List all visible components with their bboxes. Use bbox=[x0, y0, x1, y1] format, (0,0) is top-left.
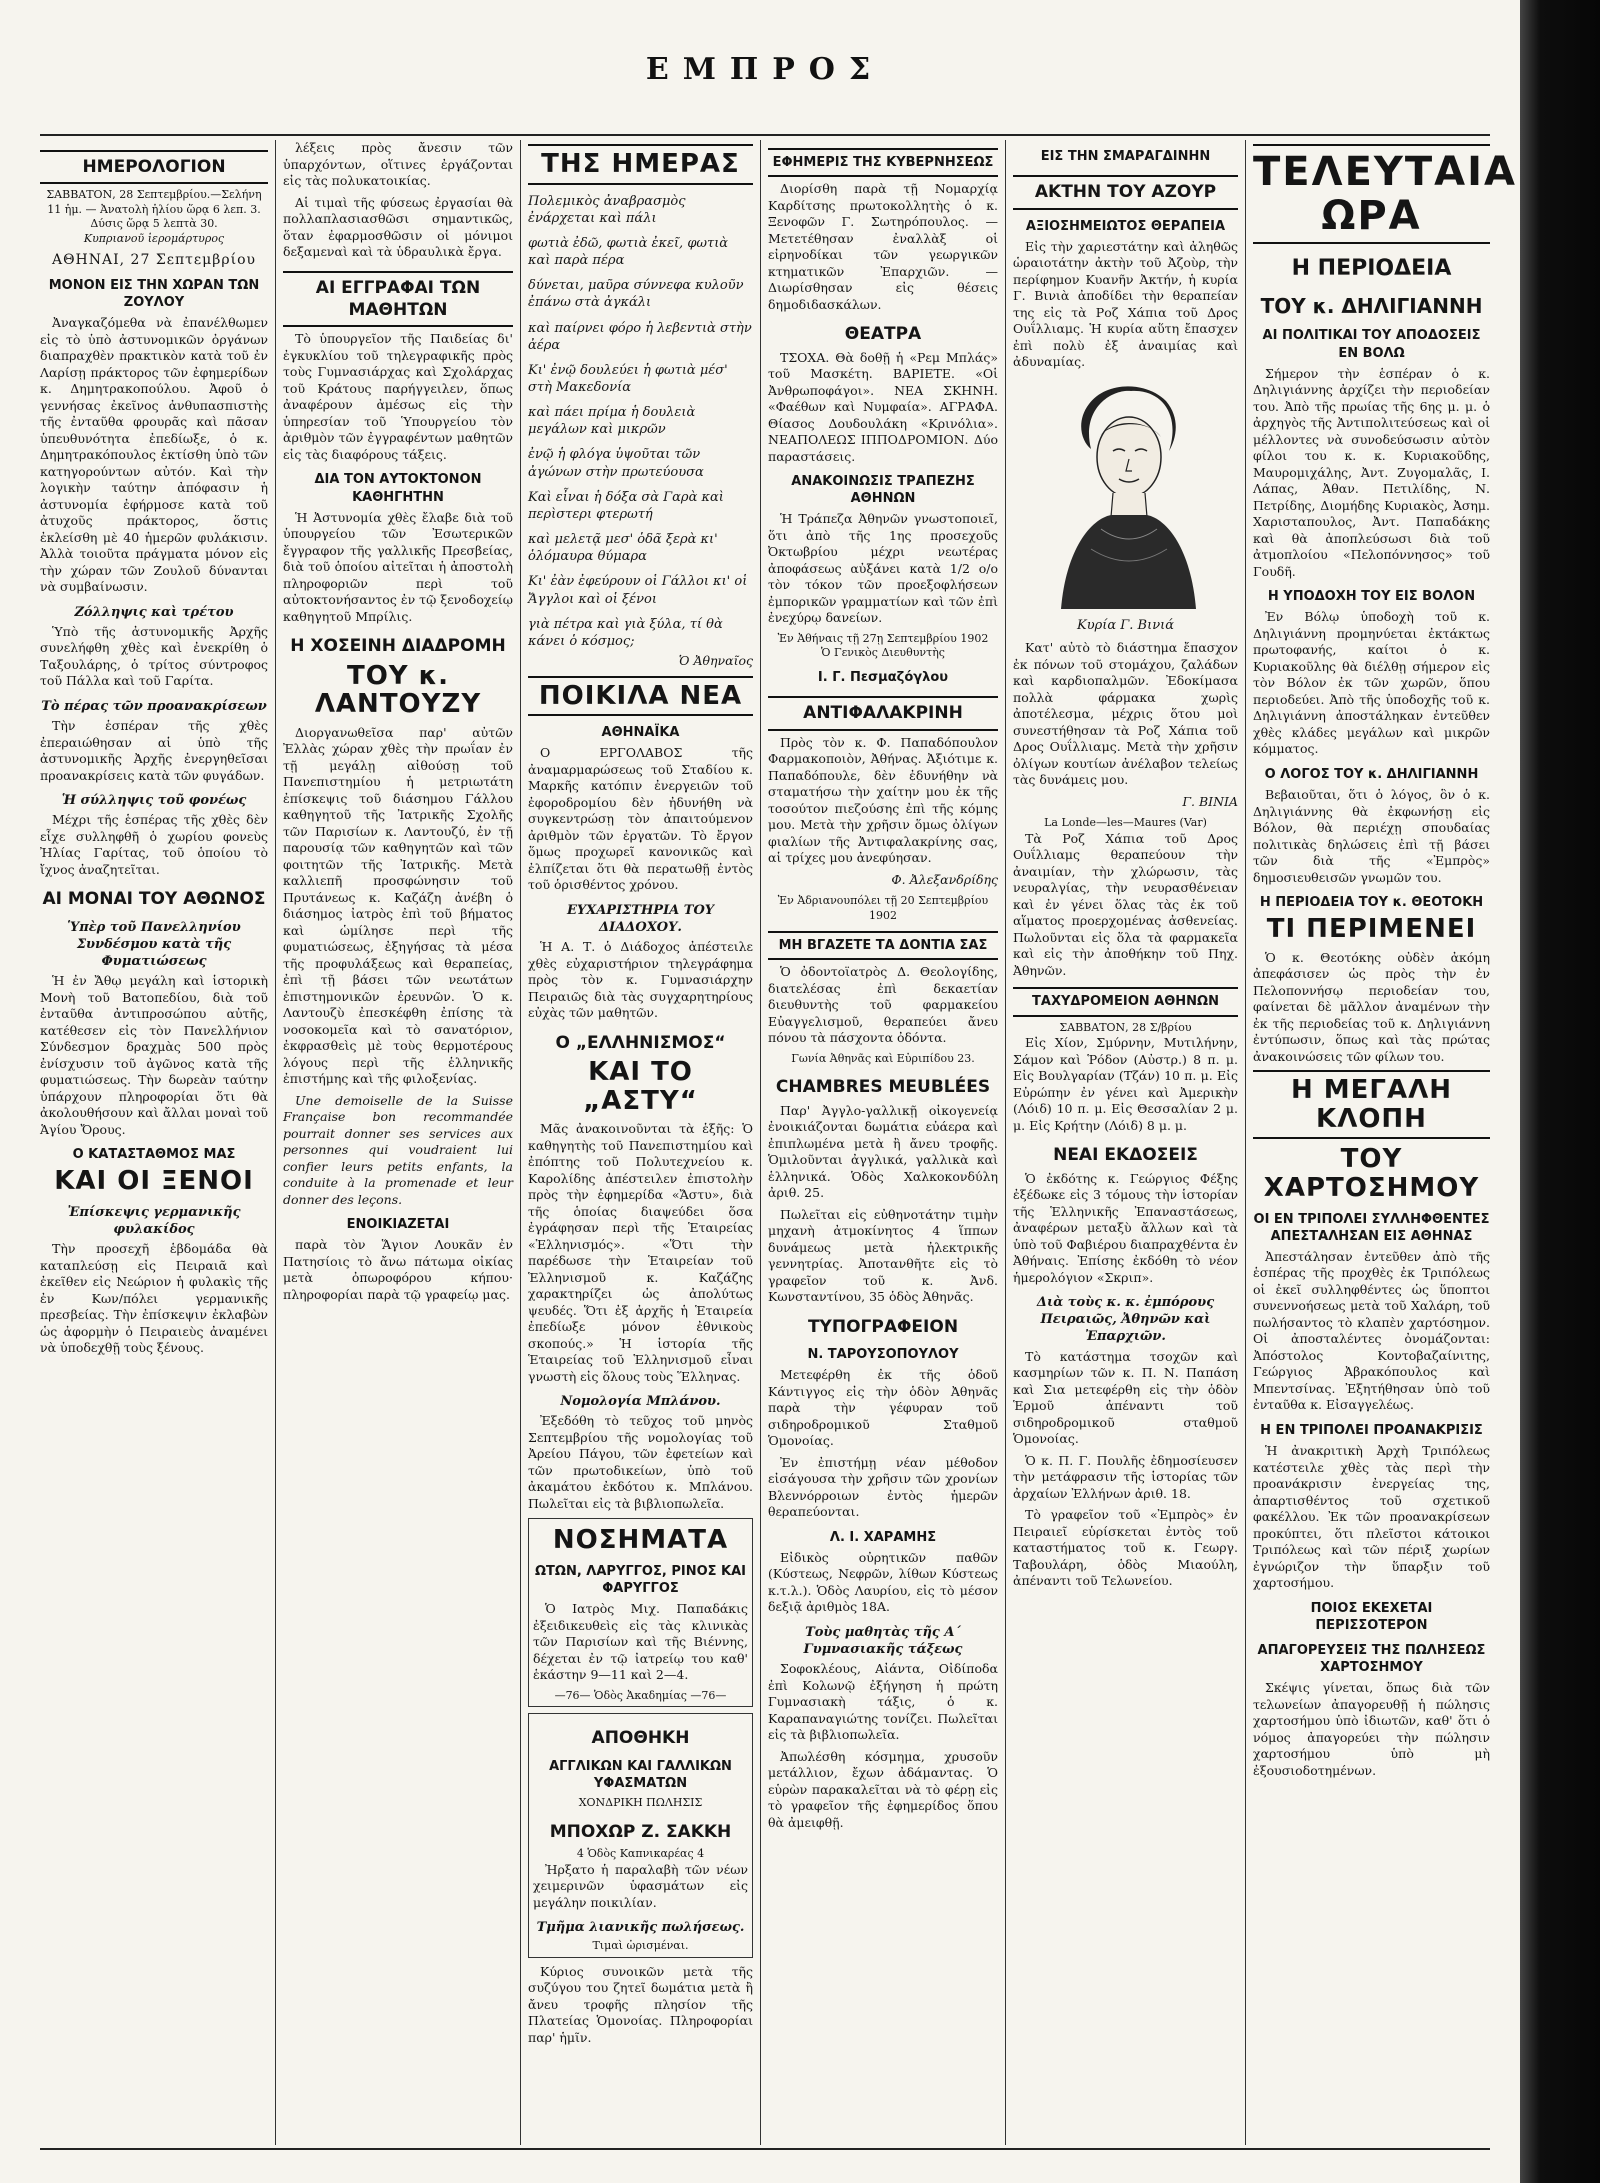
poem-line: δύνεται, μαῦρα σύννεφα κυλοῦν ἐπάνω στὰ ἀγκάλι bbox=[528, 278, 744, 311]
column-4 bbox=[768, 140, 998, 2145]
monai-subtitle: Ὑπὲρ τοῦ Πανελληνίου Συνδέσμου κατὰ τῆς Φυματιώσεως bbox=[67, 919, 241, 969]
perimenei-title: ΤΙ ΠΕΡΙΜΕΝΕΙ bbox=[1266, 914, 1477, 945]
dontia-title: ΜΗ ΒΓΑΖΕΤΕ ΤΑ ΔΟΝΤΙΑ ΣΑΣ bbox=[768, 931, 998, 960]
chartosimou-title: ΤΟΥ ΧΑΡΤΟΣΗΜΟΥ bbox=[1263, 1144, 1480, 1204]
trapeza-role: Ὁ Γενικὸς Διευθυντὴς bbox=[821, 646, 945, 660]
column-1 bbox=[40, 140, 268, 2145]
antifalakrini-title: ΑΝΤΙΦΑΛΑΚΡΙΝΗ bbox=[768, 696, 998, 730]
chambres-title: CHAMBRES MEUBLÉES bbox=[775, 1077, 991, 1098]
top-text: λέξεις πρὸς ἄνεσιν τῶν ὑπαρχόντων, οἵτινες ἐργάζονται εἰς τὰς πολυκατοικίας. bbox=[283, 140, 513, 188]
section-head: Ἡ σύλληψις τοῦ φονέως bbox=[61, 793, 247, 809]
trapeza-body: Ἡ Τράπεζα Ἀθηνῶν γνωστοποιεῖ, ὅτι ἀπὸ τῆς 1ης προσεχοῦς Ὀκτωβρίου μέχρι νεωτέρας ἀποφάσεως αὐξάνει κατὰ 1/2 ο/ο τὸν τόκον τῶν προεξοφλήσεων ἐμπορικῶν γραμματίων καὶ τῶν ἐπὶ ἐνεχύρῳ δανείων. bbox=[768, 511, 998, 626]
ekdoseis-title: ΝΕΑΙ ΕΚΔΟΣΕΙΣ bbox=[1053, 1145, 1198, 1166]
gymnasiou-body: Σοφοκλέους, Αἰάντα, Οἰδίποδα ἐπὶ Κολωνῷ ἐξήγηση ἡ πρώτη Γυμνασιακὴ τάξις, ὁ κ. Καραπαναγιώτης τονίζει. Πωλεῖται εἰς τὰ βιβλιοπωλεῖα. bbox=[768, 1661, 998, 1743]
apothiki-subtitle: ΑΓΓΛΙΚΩΝ ΚΑΙ ΓΑΛΛΙΚΩΝ ΥΦΑΣΜΑΤΩΝ bbox=[549, 1758, 732, 1791]
logos-body: Βεβαιοῦται, ὅτι ὁ λόγος, ὃν ὁ κ. Δηλιγιάννης θὰ ἐκφωνήσῃ εἰς Βόλον, θὰ περιέχῃ σπουδαίας πολιτικὰς δηλώσεις ἐπὶ τῇ βάσει τῶν διὰ τῆς «Ἐμπρὸς» δημοσιευθεισῶν γνωμῶν του. bbox=[1253, 787, 1490, 885]
portrait-image bbox=[1041, 379, 1211, 609]
nomologia-head: Νομολογία Μπλάνου. bbox=[560, 1394, 721, 1410]
poleitai-body: Πωλεῖται εἰς εὐθηνοτάτην τιμὴν μηχανὴ ἀτμοκίνητος 4 ἵππων δυνάμεως μετὰ ἠλεκτρικῆς γεννητρίας. Ἀποτανθῆτε εἰς τὸ γραφεῖον τοῦ κ. Ἀνδ. Κωνσταντίνου, 35 ὁδὸς Ἀθηνᾶς. bbox=[768, 1206, 998, 1305]
apothiki-address: 4 Ὁδὸς Καπνικαρέας 4 bbox=[576, 1847, 705, 1860]
testimony-address: La Londe—les—Maures (Var) bbox=[1044, 816, 1207, 830]
proanakrisi-body: Ἡ ἀνακριτικὴ Ἀρχὴ Τριπόλεως κατέστειλε χθὲς τὰς περὶ τὴν προανάκρισιν ἐνεργείας της, ἀπαρτισθέντος τοῦ σχετικοῦ φακέλλου. Ἐκ τῶν προανακρίσεων προκύπτει, ὅτι πλεῖστοι κάτοικοι Τριπόλεως καὶ τῶν πέριξ χωρίων ἐγνώριζον τὴν ὕπαρξιν τοῦ χαρτοσήμου. bbox=[1253, 1443, 1490, 1591]
poem-line: καὶ παίρνει φόρο ἡ λεβεντιὰ στὴν ἀέρα bbox=[528, 320, 752, 353]
antifalakrini-signature: Φ. Ἀλεξανδρίδης bbox=[891, 871, 998, 887]
apoleia-body: Ἀπωλέσθη κόσμημα, χρυσοῦν μετάλλιον, ἔχων ἀδάμαντας. Ὁ εὑρὼν παρακαλεῖται νὰ τὸ φέρῃ εἰς τὸ γραφεῖον τῆς ἐφημερίδος ὅπου θὰ ἀμειφθῇ. bbox=[768, 1748, 998, 1830]
ellinismos-body: Μᾶς ἀνακοινοῦνται τὰ ἑξῆς: Ὁ καθηγητὴς τοῦ Πανεπιστημίου καὶ ἐπόπτης τοῦ Πολυτεχνείου κ. Καρολίδης ἀπέστειλεν ἐπιστολὴν πρὸς τὴν ἐφημερίδα «Ἄστυ», διὰ τῆς ὁποίας διαψεύδει ὅσα ἐγράφησαν περὶ τῆς Ἑταιρείας «Ἑλληνισμός». «Ὅτι τὴν παρέδωσε τὴν Ἑταιρείαν τοῦ Ἑλληνισμοῦ κ. Καζάζης χαρακτηρίζει ὡς ἀπολύτως ψευδές. Ὅτι ἐξ ἀρχῆς ἡ Ἑταιρεία ἐπεδίωξε μόνον ἐθνικοὺς σκοπούς.» Ἡ ἱστορία τῆς Ἑταιρείας τοῦ Ἑλληνισμοῦ εἶναι γνωστὴ εἰς ὅλους τοὺς Ἕλληνας. bbox=[528, 1121, 753, 1384]
emporoi-body: Τὸ κατάστημα τσοχῶν καὶ κασμηρίων τῶν κ. Π. Ν. Παπάση καὶ Σια μετεφέρθη εἰς τὴν ὁδὸν Ἑρμοῦ ἀπέναντι τοῦ σιδηροδρομικοῦ σταθμοῦ Ὁμονοίας. bbox=[1013, 1348, 1238, 1446]
tachydromeion-title: ΤΑΧΥΔΡΟΜΕΙΟΝ ΑΘΗΝΩΝ bbox=[1013, 987, 1238, 1016]
apothiki-ad bbox=[528, 1713, 753, 1957]
poem-line: φωτιὰ ἐδῶ, φωτιὰ ἐκεῖ, φωτιὰ καὶ παρὰ πέρα bbox=[528, 235, 729, 269]
gymnasiou-head: Τοὺς μαθητὰς τῆς Α΄ Γυμνασιακῆς τάξεως bbox=[803, 1624, 963, 1658]
poem-line: Κι' ἐὰν ἐφεύρουν οἱ Γάλλοι κι' οἱ Ἄγγλοι καὶ οἱ ξένοι bbox=[528, 574, 748, 607]
section-head: Ζόλληψις καὶ τρέτου bbox=[74, 604, 234, 620]
section-body: Μέχρι τῆς ἑσπέρας τῆς χθὲς δὲν εἶχε συλληφθῆ ὁ χωρίου φονεὺς Ἠλίας Γαρίτας, τοῦ ὁποίου τὸ ἴχνος ἀναζητεῖται. bbox=[40, 812, 268, 877]
apothiki-body: Ἠρξατο ἡ παραλαβὴ τῶν νέων χειμερινῶν ὑφασμάτων εἰς μεγάλην ποικιλίαν. bbox=[533, 1861, 748, 1910]
theatra-body: ΤΣΟΧΑ. Θὰ δοθῇ ἡ «Ρεμ Μπλάς» τοῦ Μασκέτη. ΒΑΡΙΕΤΕ. «Οἱ Ἀνθρωποφάγοι». ΝΕΑ ΣΚΗΝΗ. «Φαέθων καὶ Νυμφαία». ΑΓΡΑΦΑ. Θίασος Δουδουλάκη «Κρινόλια». ΝΕΑΠΟΛΕΩΣ ΙΠΠΟΔΡΟΜΙΟΝ. Δύο παραστάσεις. bbox=[768, 349, 998, 464]
axiosim-title: ΑΞΙΟΣΗΜΕΙΩΤΟΣ ΘΕΡΑΠΕΙΑ bbox=[1025, 218, 1226, 234]
eggrafai-body: Τὸ ὑπουργεῖον τῆς Παιδείας δι' ἐγκυκλίου τοῦ τηλεγραφικῆς πρὸς τοὺς Γυμνασιάρχας καὶ Σχολάρχας τοῦ Κράτους παρήγγειλεν, ὅπως ἀναφέρουν ἀμέσως εἰς τὴν ὑπηρεσίαν τοῦ Ὑπουργείου τὸν ἀριθμὸν τῶν ἐγγραφέντων μαθητῶν εἰς τὰς διαφόρους τάξεις. bbox=[283, 331, 513, 462]
kyrios-body: Κύριος συνοικῶν μετὰ τῆς συζύγου του ζητεῖ δωμάτια μετὰ ἢ ἄνευ τροφῆς πλησίον τῆς Πλατείας Ὁμονοίας. Πληροφορίαι παρ' ἡμῖν. bbox=[528, 1963, 753, 2045]
nosimata-ad bbox=[528, 1518, 753, 1707]
french-notice: Une demoiselle de la Suisse Française bon recommandée pourrait donner ses services aux personnes qui voudraient lui confier leurs petits enfants, la conduite à la promenade et leur donner des leçons. bbox=[283, 1092, 513, 1207]
section-head: Τὸ πέρας τῶν προανακρίσεων bbox=[41, 698, 267, 714]
akti-title: ΑΚΤΗΝ ΤΟΥ ΑΖΟΥΡ bbox=[1013, 175, 1238, 209]
ekdoseis-body: Ὁ ἐκδότης κ. Γεώργιος Φέξης ἐξέδωκε εἰς 3 τόμους τὴν ἱστορίαν τῆς Ἑλληνικῆς Ἐπαναστάσεως, ἀναφέρων μεταξὺ ἄλλων καὶ τὰ ὑπὸ τοῦ Φαβιέρου διαπραχθέντα ἐν Ἀθήναις. Ἐπίσης ἐκδόθη τὸ νέον ἡμερολόγιον «Σκριπ». bbox=[1013, 1170, 1238, 1285]
eucharistiria-head: ΕΥΧΑΡΙΣΤΗΡΙΑ ΤΟΥ ΔΙΑΔΟΧΟΥ. bbox=[566, 902, 715, 935]
portrait-illustration bbox=[1013, 379, 1238, 614]
nosimata-title: ΝΟΣΗΜΑΤΑ bbox=[552, 1525, 729, 1556]
volo-head: ΑΙ ΠΟΛΙΤΙΚΑΙ ΤΟΥ ΑΠΟΔΟΣΕΙΣ ΕΝ ΒΟΛΩ bbox=[1262, 328, 1481, 361]
lantouzy-title: ΤΟΥ κ. ΛΑΝΤΟΥΖΥ bbox=[314, 660, 482, 720]
ellinismos-title: Ο „ΕΛΛΗΝΙΣΜΟΣ“ bbox=[555, 1032, 726, 1053]
poleitai2-body: Ὁ κ. Π. Γ. Πουλῆς ἐδημοσίευσεν τὴν μετάφρασιν τῆς ἱστορίας τῶν ἀρχαίων Ἐλλήνων ἀριθ. 18. bbox=[1013, 1452, 1238, 1501]
volo-body: Σήμερον τὴν ἑσπέραν ὁ κ. Δηλιγιάννης ἀρχίζει τὴν περιοδείαν του. Ἀπὸ τῆς πρωίας τῆς 6ης μ. μ. ὁ ἀρχηγὸς τῆς Ἀντιπολιτεύσεως καὶ οἱ μέλλοντες νὰ συνοδεύσωσιν αὐτὸν φίλοι του κ. κ. Κυριακοῦδης, Μαυρομιχάλης, Ἀντ. Ζυγομαλᾶς, Ι. Λάπας, Ἀθαν. Πετιλίδης, Ν. Πετρίδης, Διομήδης Κυριακὸς, Ἀσημ. Χαρισταπουλος, Ἀντ. Παπαδάκης καὶ θὰ ἀποπλεύσωσι διὰ τοῦ ἀτμοπλοίου «Πελοπόννησος» τοῦ Γουδῆ. bbox=[1253, 365, 1490, 579]
column-6 bbox=[1253, 140, 1517, 2145]
typografeion-name: Ν. ΤΑΡΟΥΣΟΠΟΥΛΟΥ bbox=[807, 1347, 959, 1363]
asty-title: ΚΑΙ ΤΟ „ΑΣΤΥ“ bbox=[583, 1057, 698, 1116]
typografeion-title: ΤΥΠΟΓΡΑΦΕΙΟΝ bbox=[807, 1316, 959, 1337]
masthead-rule bbox=[40, 134, 1490, 136]
column-divider bbox=[275, 140, 276, 2145]
trapeza-title: ΑΝΑΚΟΙΝΩΣΙΣ ΤΡΑΠΕΖΗΣ ΑΘΗΝΩΝ bbox=[791, 474, 975, 507]
poem-line: Καὶ εἶναι ἡ δόξα σὰ Γαρὰ καὶ περὶστερι φτερωτή bbox=[528, 489, 724, 522]
portrait-caption: Κυρία Γ. Βινιά bbox=[1077, 618, 1174, 634]
apagorefseis-body: Σκέψις γίνεται, ὅπως διὰ τῶν τελωνείων ἀπαγορευθῇ ἡ πώλησις χαρτοσήμου ὑπὸ ἰδιωτῶν, καθ' ὅτι ὁ νόμος ἀπαγορεύει τὴν πώλησιν χαρτοσήμου ὑπὸ μὴ ἐξουσιοδοτημένων. bbox=[1253, 1680, 1490, 1778]
testimony-signature: Γ. ΒΙΝΙΑ bbox=[1182, 793, 1238, 809]
nosimata-address: —76— Ὁδὸς Ἀκαδημίας —76— bbox=[554, 1688, 727, 1702]
eggrafai-title: ΑΙ ΕΓΓΡΑΦΑΙ ΤΩΝ ΜΑΘΗΤΩΝ bbox=[283, 271, 513, 328]
column-2 bbox=[283, 140, 513, 2145]
tachydromeion-date: ΣΑΒΒΑΤΟΝ, 28 Σ/βρίου bbox=[1059, 1020, 1192, 1034]
poikila-title: ΠΟΙΚΙΛΑ ΝΕΑ bbox=[528, 676, 753, 717]
charamis-name: Λ. Ι. ΧΑΡΑΜΗΣ bbox=[829, 1529, 937, 1545]
charamis-body: Εἰδικὸς οὐρητικῶν παθῶν (Κύστεως, Νεφρῶν, λίθων Κύστεως κ.τ.λ.). Ὁδὸς Λαυρίου, εἰς τὸ μέσον δεξιᾷ ἀριθμὸς 18Α. bbox=[768, 1549, 998, 1615]
chambres-body: Παρ' Ἀγγλο-γαλλικῇ οἰκογενείᾳ ἐνοικιάζονται δωμάτια εὐάερα καὶ ἐπιπλωμένα μετὰ ἢ ἄνευ τροφῆς. Ὁμιλοῦνται ἀγγλικά, γαλλικὰ καὶ ἑλληνικά. Ὁδὸς Χαλκοκονδύλη ἀριθ. 25. bbox=[768, 1102, 998, 1201]
katastathmos-title: Ο ΚΑΤΑΣΤΑΘΜΟΣ ΜΑΣ bbox=[72, 1147, 236, 1163]
theatra-title: ΘΕΑΤΡΑ bbox=[844, 324, 922, 345]
poem-signature: Ὁ Ἀθηναῖος bbox=[678, 653, 753, 669]
pills-body: Τὰ Ροζ Χάπια τοῦ Δρος Ουΐλλιαμς θεραπεύουν τὴν ἀναιμίαν, τὴν χλώρωσιν, τὰς νευραλγίας, τὴν νευρασθένειαν καὶ ἐν γένει ὅλας τὰς ἐκ τοῦ αἵματος προερχομένας ἀσθενείας. Πωλοῦνται εἰς ὅλα τὰ φαρμακεῖα καὶ εἰς τὴν ἀποθήκην τοῦ Πηχ. Ἀθηνῶν. bbox=[1013, 830, 1238, 978]
trapeza-name: Ι. Γ. Πεσμαζόγλου bbox=[817, 669, 949, 685]
periodeia-title: Η ΠΕΡΙΟΔΕΙΑ bbox=[1291, 256, 1452, 281]
masthead bbox=[40, 52, 1490, 132]
apothiki-subtitle-2: ΧΟΝΔΡΙΚΗ ΠΩΛΗΣΙΣ bbox=[578, 1796, 703, 1810]
tmima-subtitle: Τιμαὶ ὡρισμέναι. bbox=[592, 1939, 689, 1953]
nomologia-body: Ἐξεδόθη τὸ τεῦχος τοῦ μηνὸς Σεπτεμβρίου τῆς νομολογίας τοῦ Ἀρείου Πάγου, τῶν ἐφετείων καὶ τῶν πρωτοδικείων, ὑπὸ τοῦ ἀκαμάτου ἐκδότου κ. Μπλάνου. Πωλεῖται εἰς τὰ βιβλιοπωλεῖα. bbox=[528, 1413, 753, 1511]
lantouzy-body: Διοργανωθεῖσα παρ' αὐτῶν Ἐλλὰς χώραν χθὲς τὴν πρωΐαν ἐν τῇ μεγάλῃ αἰθούσῃ τοῦ Πανεπιστημίου ἡ μετριωτάτη ἐπίσκεψις τοῦ διάσημου Γάλλου καθηγητοῦ τῆς Ἰατρικῆς Σχολῆς τῶν Παρισίων κ. Λαντουζύ, ἐν τῇ παρουσίᾳ τῶν καθηγητῶν καὶ τῶν φοιτητῶν τῆς Ἰατρικῆς. Μετὰ καλλιεπῆ προσφώνησιν τοῦ Πρυτάνεως κ. Καζάζη ἀνέβη ὁ διάσημος ἰατρὸς ἐπὶ τοῦ βήματος καὶ ὡμίλησε περὶ τῆς φυματιώσεως, ἐξηγήσας τὰ μέσα τῆς προφυλάξεως καὶ θεραπείας, ἐπὶ τῇ βάσει τῶν νεωτάτων ἐπιστημονικῶν ἐρευνῶν. Ὁ κ. Λαντουζὺ ἐπεσκέφθη ἐπίσης τὰ νοσοκομεῖα καὶ τὸ σανατόριον, ἐκφρασθεὶς μὲ τοὺς θερμοτέρους λόγους περὶ τῆς ἑλληνικῆς ἐπιστήμης καὶ τῆς φιλοξενίας. bbox=[283, 724, 513, 1087]
monai-title: ΑΙ ΜΟΝΑΙ ΤΟΥ ΑΘΩΝΟΣ bbox=[42, 889, 266, 910]
calendar-line: ΣΑΒΒΑΤΟΝ, 28 Σεπτεμβρίου.—Σελήνη 11 ἡμ. — Ἀνατολὴ ἡλίου ὥρᾳ 6 λεπ. 3. Δύσις ὥρᾳ 5 λεπτὰ 30. bbox=[46, 188, 262, 231]
ypodochi-body: Ἐν Βόλῳ ὑποδοχὴ τοῦ κ. Δηλιγιάννη προμηνύεται ἐκτάκτως πρωτοφανής, καίτοι ὁ κ. Κυριακοῦλης θὰ διέλθῃ σήμερον εἰς τὸν Βόλον ἐκ τῶν χωρῶν, ὅπου περιοδεύει. Ἀπὸ τῆς ὑποδοχῆς τοῦ κ. Δηλιγιάννη ἀποστάληκαν ἐντεῦθεν χθὲς κλάδες μεγάλων καὶ μικρῶν κόμματος. bbox=[1253, 609, 1490, 757]
antifalakrini-date: Ἐν Ἀδριανουπόλει τῇ 20 Σεπτεμβρίου 1902 bbox=[777, 894, 989, 922]
column-3 bbox=[528, 140, 753, 2145]
column-divider bbox=[760, 140, 761, 2145]
grafeion-body: Τὸ γραφεῖον τοῦ «Ἐμπρὸς» ἐν Πειραιεῖ εὑρίσκεται ἐντὸς τοῦ καταστήματος τοῦ κ. Γεωργ. Ταβουλάρη, ὁδὸς Μιαούλη, ἀπέναντι τοῦ Τελωνείου. bbox=[1013, 1507, 1238, 1588]
theotoki-head: Η ΠΕΡΙΟΔΕΙΑ ΤΟΥ κ. ΘΕΟΤΟΚΗ bbox=[1259, 895, 1484, 911]
column-divider bbox=[1005, 140, 1006, 2145]
klopi-title: Η ΜΕΓΑΛΗ ΚΛΟΠΗ bbox=[1253, 1070, 1490, 1139]
autoktonia-body: Ἡ Ἀστυνομία χθὲς ἔλαβε διὰ τοῦ ὑπουργείου τῶν Ἐσωτερικῶν ἔγγραφον τῆς γαλλικῆς Πρεσβείας, διὰ τοῦ ὁποίου αἰτεῖται ἡ ἀποστολὴ πληροφοριῶν περὶ τοῦ αὐτοκτονήσαντος ἐν τῷ ξενοδοχείῳ καθηγητοῦ Μπρίλις. bbox=[283, 509, 513, 624]
lead-title: ΜΟΝΟΝ ΕΙΣ ΤΗΝ ΧΩΡΑΝ ΤΩΝ ΖΟΥΛΟΥ bbox=[48, 277, 260, 311]
perissoteron-head: ΠΟΙΟΣ ΕΚΕΧΕΤΑΙ ΠΕΡΙΣΣΟΤΕΡΟΝ bbox=[1310, 1600, 1433, 1633]
scan-edge-shadow bbox=[1520, 0, 1600, 2183]
monai-body: Ἡ ἐν Ἄθῳ μεγάλη καὶ ἱστορικὴ Μονὴ τοῦ Βατοπεδίου, διὰ τοῦ ἐνταῦθα ἀντιπροσώπου αὐτῆς, κατέθεσεν εἰς τὸν Πανελλήνιον Σύνδεσμον δραχμὰς 500 πρὸς ἐνίσχυσιν τοῦ ἀγῶνος κατὰ τῆς φυματιώσεως. Τὴν δωρεὰν ταύτην ὑπάρχουν πληροφορίαι ὅτι θὰ ἀκολουθήσουν καὶ ἄλλαι μοναὶ τοῦ Ἁγίου Ὄρους. bbox=[40, 973, 268, 1137]
section-body: Ὑπὸ τῆς ἀστυνομικῆς Ἀρχῆς συνελήφθη χθὲς καὶ ἐνεκρίθη ὁ Ταξουλάρης, ὁ τρίτος σύντροφος τοῦ Πάλλα καὶ τοῦ Γαρίτα. bbox=[40, 623, 268, 689]
proanakrisi-head: Η ΕΝ ΤΡΙΠΟΛΕΙ ΠΡΟΑΝΑΚΡΙΣΙΣ bbox=[1260, 1422, 1483, 1438]
poem-line: Πολεμικὸς ἀναβρασμὸς ἐνάρχεται καὶ πάλι bbox=[528, 193, 686, 226]
dontia-body: Ὁ ὀδοντοϊατρὸς Δ. Θεολογίδης, διατελέσας ἐπὶ δεκαετίαν διευθυντὴς τοῦ φαρμακείου Εὐαγγελισμοῦ, θεραπεύει ἄνευ πόνου τὰ πάσχοντα ὀδόντα. bbox=[768, 964, 998, 1046]
axiosim-body: Εἰς τὴν χαριεστάτην καὶ ἀληθῶς ὡραιοτάτην ἀκτὴν τοῦ Ἀζοὺρ, τὴν περίφημον Κυανῆν Ἀκτήν, ἡ κυρία Γ. Βινιὰ ἀποδίδει τὴν θεραπείαν της εἰς τὰ Ροζ Χάπια τοῦ Δρος Ουΐλλιαμς. Ἡ κυρία αὕτη ἔπασχεν ἐπὶ πολὺ ἐξ ἀναιμίας καὶ ἀδυναμίας. bbox=[1013, 238, 1238, 370]
poikila-subtitle: ΑΘΗΝΑΪΚΑ bbox=[601, 725, 680, 741]
calendar-saint: Κυπριανοῦ ἱερομάρτυρος bbox=[83, 231, 225, 245]
tripoli-body: Ἀπεστάλησαν ἐντεῦθεν ἀπὸ τῆς ἑσπέρας τῆς προχθὲς ἐκ Τριπόλεως οἱ ἐκεῖ συλληφθέντες ὡς ὕποπτοι συνεννοήσεως μετὰ τοῦ Χαλάρη, τοῦ πωλήσαντος τὸ κλαπὲν χαρτόσημον. Οἱ ἀποσταλέντες ὀνομάζονται: Ἀπόστολος Κοντοβαζαίνιτης, Γεώργιος Ἀβρακόπουλος καὶ Μπεντσίνας. Ἐξητήθησαν ὑπὸ τοῦ ἐνταῦθα κ. Εἰσαγγελέως. bbox=[1253, 1248, 1490, 1413]
poem bbox=[528, 193, 753, 650]
teleftaia-title: ΤΕΛΕΥΤΑΙΑ ΩΡΑ bbox=[1253, 144, 1490, 244]
tachydromeion-body: Εἰς Χίον, Σμύρνην, Μυτιλήνην, Σάμον καὶ Ῥόδον (Αὐστρ.) 8 π. μ. Εἰς Βουλγαρίαν (Τζάν) 10 π. μ. Εἰς Εὐρώπην ἐν γένει καὶ Ἀμερικὴν (Λόιδ) 10 π. μ. Εἰς Θεσσαλίαν 2 μ. μ. Εἰς Κρήτην (Λόιδ) 8 μ. μ. bbox=[1013, 1035, 1238, 1133]
top-text: Αἱ τιμαὶ τῆς φύσεως ἐργασίαι θὰ πολλαπλασιασθῶσι σημαντικῶς, ὅταν ἐφαρμοσθῶσιν οἱ μόνιμοι δεξαμεναὶ καὶ τὰ ὑδραυλικὰ ἔργα. bbox=[283, 194, 513, 259]
efimeris-title: ΕΦΗΜΕΡΙΣ ΤΗΣ ΚΥΒΕΡΝΗΣΕΩΣ bbox=[768, 148, 998, 177]
emporoi-head: Διὰ τοὺς κ. κ. ἐμπόρους Πειραιῶς, Ἀθηνῶν καὶ Ἐπαρχιῶν. bbox=[1036, 1295, 1215, 1345]
tripoli-head: ΟΙ ΕΝ ΤΡΙΠΟΛΕΙ ΣΥΛΛΗΦΘΕΝΤΕΣ ΑΠΕΣΤΑΛΗΣΑΝ ΕΙΣ ΑΘΗΝΑΣ bbox=[1253, 1211, 1490, 1244]
calendar-title: ΗΜΕΡΟΛΟΓΙΟΝ bbox=[40, 150, 268, 184]
ypodochi-head: Η ΥΠΟΔΟΧΗ ΤΟΥ ΕΙΣ ΒΟΛΟΝ bbox=[1267, 589, 1476, 605]
enoikiazetai-title: ΕΝΟΙΚΙΑΖΕΤΑΙ bbox=[346, 1217, 450, 1233]
apagorefseis-head: ΑΠΑΓΟΡΕΥΣΕΙΣ ΤΗΣ ΠΩΛΗΣΕΩΣ ΧΑΡΤΟΣΗΜΟΥ bbox=[1257, 1642, 1486, 1676]
nosimata-subtitle: ΩΤΩΝ, ΛΑΡΥΓΓΟΣ, ΡΙΝΟΣ ΚΑΙ ΦΑΡΥΓΓΟΣ bbox=[534, 1563, 746, 1597]
nosimata-body: Ὁ Ιατρὸς Μιχ. Παπαδάκις ἐξειδικευθεὶς εἰς τὰς κλινικὰς τῶν Παρισίων καὶ τῆς Βιέννης, δέχεται ἐν τῷ ἰατρείῳ του καθ' ἑκάστην 9—11 καὶ 2—4. bbox=[533, 1601, 748, 1683]
section-body: Τὴν ἑσπέραν τῆς χθὲς ἐπεραιώθησαν αἱ ὑπὸ τῆς ἀστυνομικῆς Ἀρχῆς ἐνεργηθεῖσαι προανακρίσεις κατὰ τῶν φυγάδων. bbox=[40, 718, 268, 783]
tmima-head: Τμῆμα λιανικῆς πωλήσεως. bbox=[536, 1920, 745, 1936]
apothiki-title: ΑΠΟΘΗΚΗ bbox=[591, 1728, 690, 1749]
trapeza-date: Ἐν Ἀθήναις τῇ 27ῃ Σεπτεμβρίου 1902 bbox=[777, 631, 989, 645]
eucharistiria-body: Ἡ Α. Τ. ὁ Διάδοχος ἀπέστειλε χθὲς εὐχαριστήριον τηλεγράφημα πρὸς τὸν κ. Γυμνασιάρχην Πειραιῶς διὰ τὰς συγχαρητηρίους εὐχὰς τῶν μαθητῶν. bbox=[528, 939, 753, 1021]
column-divider bbox=[1245, 140, 1246, 2145]
apothiki-name: ΜΠΟΧΩΡ Ζ. ΣΑΚΚΗ bbox=[549, 1821, 732, 1842]
autoktonia-title: ΔΙΑ ΤΟΝ ΑΥΤΟΚΤΟΝΟΝ ΚΑΘΗΓΗΤΗΝ bbox=[314, 472, 482, 505]
column-divider bbox=[520, 140, 521, 2145]
poem-line: γιὰ πέτρα καὶ γιὰ ξύλα, τί θὰ κάνει ὁ κόσμος; bbox=[528, 616, 723, 649]
xoseini-title: Η ΧΟΣΕΙΝΗ ΔΙΑΔΡΟΜΗ bbox=[290, 636, 506, 657]
poem-line: ἐνῷ ἡ φλόγα ὑψοῦται τῶν ἀγώνων στὴν πρωτεύουσα bbox=[528, 447, 704, 480]
footer-rule bbox=[40, 2148, 1490, 2150]
testimony-body: Κατ' αὐτὸ τὸ διάστημα ἔπασχον ἐκ πόνων τοῦ στομάχου, ζαλάδων καὶ καρδιοπαλμῶν. Ἐδοκίμασα πολλὰ φάρμακα χωρὶς ἀποτέλεσμα, μέχρις ὅτου μοὶ συνεστήθησαν τὰ Ροζ Χάπια τοῦ Δρος Ουΐλλιαμς. Μετὰ τὴν χρῆσιν ὀλίγων κουτίων ἀνέλαβον τελείως τὰς δυνάμεις μου. bbox=[1013, 640, 1238, 788]
dligianni-title: ΤΟΥ κ. ΔΗΛΙΓΙΑΝΝΗ bbox=[1260, 294, 1483, 319]
dontia-address: Γωνία Ἀθηνᾶς καὶ Εὐριπίδου 23. bbox=[791, 1051, 975, 1065]
xenoi-body: Τὴν προσεχῆ ἑβδομάδα θὰ καταπλεύσῃ εἰς Πειραιᾶ καὶ ἐκεῖθεν εἰς Νεώριον ἡ φυλακὶς τῆς ἐν Κων/πόλει γερμανικῆς πρεσβείας. Τὴν ἐπίσκεψιν ἐκλαβὼν ὡς ἀφορμὴν ὁ Πειραιεὺς ἀναμένει νὰ ὑποδεχθῇ τοὺς ξένους. bbox=[40, 1241, 268, 1356]
poem-line: καὶ πάει πρίμα ἡ δουλειὰ μεγάλων καὶ μικρῶν bbox=[528, 405, 696, 438]
tis-imeras-title: ΤΗΣ ΗΜΕΡΑΣ bbox=[528, 144, 753, 185]
logos-head: Ο ΛΟΓΟΣ ΤΟΥ κ. ΔΗΛΙΓΙΑΝΝΗ bbox=[1264, 766, 1479, 782]
poem-line: καὶ μελετᾷ μεσ' ὁδᾶ ξερὰ κι' ὁλόμαυρα θύμαρα bbox=[528, 532, 718, 565]
xenoi-subtitle: Ἐπίσκεψις γερμανικῆς φυλακίδος bbox=[67, 1204, 241, 1238]
column-5 bbox=[1013, 140, 1238, 2145]
smaragdini-title: ΕΙΣ ΤΗΝ ΣΜΑΡΑΓΔΙΝΗΝ bbox=[1040, 149, 1211, 164]
xenoi-title: ΚΑΙ ΟΙ ΞΕΝΟΙ bbox=[54, 1166, 254, 1197]
masthead-name: ΕΜΠΡΟΣ bbox=[645, 52, 885, 87]
poem-line: Κι' ἐνῷ δουλεύει ἡ φωτιὰ μέσ' στὴ Μακεδονία bbox=[528, 362, 728, 395]
methodos-body: Ἐν ἐπιστήμῃ νέαν μέθοδον εἰσάγουσα τὴν χρῆσιν τῶν χρονίων Βλεννόρροιων ἐντὸς ἡμερῶν θεραπεύονται. bbox=[768, 1454, 998, 1520]
poikila-body: Ο ΕΡΓΟΛΑΒΟΣ τῆς ἀναμαρμαρώσεως τοῦ Σταδίου κ. Μαρκῆς κατόπιν ἐνεργειῶν τοῦ ἐφοροδρομίου δὲν ἠδυνήθη νὰ συγκεντρώσῃ τὸν ἀπαιτούμενον ἀριθμὸν τῶν ἐργατῶν. Τὸ ἔργον ὅμως προχωρεῖ κανονικῶς καὶ ἐλπίζεται ὅτι θὰ περατωθῇ ἐντὸς τοῦ ὁρισθέντος χρόνου. bbox=[528, 745, 753, 893]
dateline: ΑΘΗΝΑΙ, 27 Σεπτεμβρίου bbox=[51, 251, 257, 268]
perimenei-body: Ὁ κ. Θεοτόκης οὐδὲν ἀκόμη ἀπεφάσισεν ὡς πρὸς τὴν ἐν Πελοποννήσῳ περιοδείαν του, φαίνεται δὲ μᾶλλον ἀναμένων τὴν ἐκ τῆς περιοδείας τοῦ κ. Δηλιγιάννη ἐντύπωσιν, ὅπως καὶ τὰς πρώτας ἀνακοινώσεις τῶν φίλων του. bbox=[1253, 949, 1490, 1064]
antifalakrini-body: Πρὸς τὸν κ. Φ. Παπαδόπουλον Φαρμακοποιὸν, Ἀθήνας. Ἀξιότιμε κ. Παπαδόπουλε, δὲν ἐδυνήθην νὰ σταματήσω τὴν χαίτην μου ἐκ τῆς τοσούτον πιεζούσης ἐπὶ τῆς κόμης μου. Μετὰ τὴν χρῆσιν ὅμως ὀλίγων φιαλίων τῆς Ἀντιφαλακρίνης σας, αἱ τρίχες μου ἀνεφύησαν. bbox=[768, 734, 998, 866]
typografeion-body: Μετεφέρθη ἐκ τῆς ὁδοῦ Κάντιγγος εἰς τὴν ὁδὸν Ἀθηνᾶς παρὰ τὴν γέφυραν τοῦ σιδηροδρομικοῦ Σταθμοῦ Ὁμονοίας. bbox=[768, 1367, 998, 1449]
enoikiazetai-body: παρὰ τὸν Ἅγιον Λουκᾶν ἐν Πατησίοις τὸ ἄνω πάτωμα οἰκίας μετὰ ὀπωροφόρου κήπου· πληροφορίαι παρὰ τῷ γραφείῳ μας. bbox=[283, 1237, 513, 1302]
lead-body: Ἀναγκαζόμεθα νὰ ἐπανέλθωμεν εἰς τὸ ὑπὸ ἀστυνομικῶν ὀργάνων διαπραχθὲν πρακτικὸν κατὰ τοῦ ἐν Λαρίσῃ πράκτορος τῶν ἐφημερίδων κ. Δημητρακοπούλου. Ἀφοῦ ὁ γεννήσας ἐκεῖνος ἀνθυπασπιστὴς τῆς ἐνταῦθα φρουρᾶς καὶ πᾶσαν ὑπευθυνότητα ἐπεδίωξε, ὁ κ. Δημητρακόπουλος ἐκτίσθη ὑπὸ τῶν κατηγορούντων αὐτόν. Καὶ τὴν λογικὴν ταύτην ἀπόφασιν ἡ ἀστυνομία ἐφήρμοσε κατὰ τοῦ ἀτυχοῦς πράκτορος, ὅστις ἐκλείσθη μὲ 40 ἡμερῶν φυλάκισιν. Ἀλλὰ τοιοῦτα πράγματα μόνον εἰς τὴν χώραν τῶν Ζουλοῦ δύνανται νὰ συμβαίνωσιν. bbox=[40, 315, 268, 595]
efimeris-body: Διορίσθη παρὰ τῇ Νομαρχίᾳ Καρδίτσης πρωτοκολλητὴς ὁ κ. Ξενοφῶν Γ. Σωτηρόπουλος. — Μετετέθησαν ἐναλλὰξ οἱ εἰρηνοδίκαι τῶν γεωργικῶν κτηματικῶν Ἐπαρχιῶν. — Διωρίσθησαν εἰς θέσεις δημοδιδασκάλων. bbox=[768, 181, 998, 312]
